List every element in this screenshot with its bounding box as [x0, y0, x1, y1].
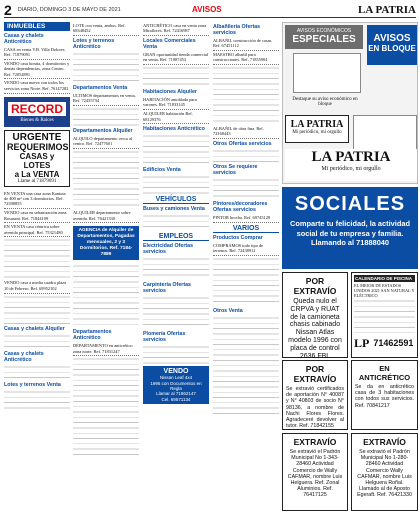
- classified-ad: COMPRAMOS todo tipo de terrenos. Ref. 72438912: [213, 242, 279, 256]
- sociales-body: Comparte tu felicidad, la actividad social de tu empresa y familia. Llamando al 71888040: [290, 219, 410, 247]
- classified-ad: ULTIMOS departamentos en venta. Ref. 72455734: [73, 92, 139, 106]
- notice-body: Se extravió el Padrón Municipal No 1-280-28460 Actividad Comercio Wally CAFMAR, nombre Luis Helguera Roñal. Llamado al de Aposto Egeraft. Ref. 76421330: [357, 449, 412, 499]
- subhead: Departamentos Anticrético: [73, 329, 112, 342]
- calendar-title: CALENDARIO DE PISCINA: [354, 275, 415, 282]
- vendo-line: 1995 con Documentos en Regla: [150, 380, 202, 391]
- classified-ad: ANTICRÉTICO casa en venta zona Miraflores. Ref. 72416987: [143, 22, 209, 36]
- classified-ad: ALQUILO departamento cerca al centro. Ref. 72477601: [73, 135, 139, 149]
- promo-caption: Destaque su aviso económico en bloque: [292, 97, 358, 107]
- block-ads-label: EN BLOQUE: [368, 44, 416, 53]
- record-logo: RECORD: [8, 102, 66, 116]
- notice-body: Se da en anticrético casa de 3 habitaciones con todos sus servicios. Ref. 70841217: [355, 384, 414, 409]
- ad-text-block: [143, 344, 209, 364]
- classified-ad: PINTOR brocha. Ref. 69745128: [213, 214, 279, 223]
- ad-text-block: [73, 149, 139, 209]
- classified-ad: GRAN oportunidad tienda comercial en venta. Ref. 71887453: [143, 51, 209, 65]
- classified-ad: CASA en venta V.B. Villa Dolores Ref. 71879091: [4, 46, 70, 60]
- urgent-line: CASAS y LOTES: [19, 151, 55, 170]
- ad-text-block: [143, 213, 209, 231]
- subhead: Locales Comerciales Venta: [143, 38, 196, 51]
- sample-ad-image: [293, 53, 361, 93]
- ad-text-block: [4, 237, 70, 279]
- classified-ad: MAESTRO albañil para construcciones. Ref. 71835904: [213, 51, 279, 65]
- subhead: Departamentos Alquiler: [73, 128, 133, 135]
- classified-ad: ALQUILER habitación Ref. 68129376: [143, 110, 209, 124]
- sociales-title: SOCIALES: [294, 193, 406, 215]
- record-ad: [4, 97, 70, 127]
- vendo-line: Llamar al 71862147: [156, 391, 196, 397]
- anticretico-notice: [351, 360, 418, 430]
- lp-logo: LP: [354, 336, 370, 350]
- urgent-line: a La VENTA: [14, 169, 60, 179]
- subhead: Casas y chalets Anticrético: [4, 33, 44, 45]
- subhead: Lotes y terrenos Anticrético: [73, 38, 115, 51]
- ad-text-block: [143, 256, 209, 280]
- section-bar: INMUEBLES: [4, 22, 70, 31]
- ad-text-block: [143, 65, 209, 87]
- notice-body: Se extravió el Padrón Municipal No 1-343-28460 Actividad Comercio de Wally CAFMAR, nombre Luis Helguera. Ref. Zonal Aluminios. Ref. 76417125: [287, 449, 343, 499]
- calendar-ad: [351, 272, 418, 358]
- urgent-line: REQUERIMOS: [7, 141, 69, 152]
- ad-text-block: [73, 263, 139, 327]
- ad-text-block: [213, 177, 279, 199]
- brand-logo: LA PATRIA: [358, 3, 416, 16]
- classified-ad: VENDO casa a media cuadra plaza 10 de Febrero. Ref. 69952102: [4, 279, 70, 293]
- notice-title: POR EXTRAVÍO: [293, 276, 337, 296]
- ads-promo-box: [282, 22, 418, 184]
- classified-ad: VENDO casa en urbanización zona Rosasani. Ref. 71844109: [4, 209, 70, 223]
- subhead: Departamentos Venta: [73, 85, 128, 92]
- ad-text-block: [143, 174, 209, 194]
- ad-text-block: [143, 133, 209, 165]
- column-1: [4, 22, 70, 409]
- classified-ad: HABITACIÓN amoblada para varones. Ref. 71833145: [143, 96, 209, 110]
- varios-head: VARIOS: [213, 225, 279, 233]
- subhead: Casas y chalets Anticrético: [4, 350, 44, 363]
- subhead: Habitaciones Alquiler: [143, 89, 197, 96]
- notice-title: EXTRAVÍO: [363, 437, 406, 447]
- classified-ad: ALBAÑIL de obra fina. Ref. 72168443: [213, 125, 279, 139]
- ad-text-block: [213, 315, 279, 415]
- ad-text-block: [4, 333, 70, 349]
- employ-head: EMPLEOS: [143, 233, 209, 241]
- ad-text-block: [73, 106, 139, 126]
- economy-ads-label: AVISOS ECONÓMICOS: [296, 28, 352, 34]
- ad-text-block: [4, 389, 70, 409]
- economy-ads-banner: [285, 25, 363, 49]
- extravio-notice: [282, 433, 348, 511]
- classified-ad: VENDO casa bonita, 4 dormitorios y demás dependencias, zona Centro. Ref. 72054891: [4, 60, 70, 79]
- classified-ad: VENDO casa nueva con todos los servicios zona Norte. Ref. 76147282: [4, 79, 70, 93]
- block-ads-banner: [367, 25, 417, 65]
- classified-ad: ALQUILER departamento sobre avenida. Ref. 76421330: [73, 209, 139, 223]
- subhead: Otros Ofertas servicios: [213, 141, 272, 148]
- patria-slogan: Mi periódico, mi orgullo: [292, 130, 342, 135]
- subhead: Casas y chalets Alquiler: [4, 325, 65, 332]
- notice-body: Se extravió certificados de aportación N° 40087 y N° 40803 de socio N° 98136, a nombre de Nachi Flores Flores. Agradeceré devolver al tutor. Ref. 71842155: [286, 386, 344, 430]
- sociales-banner: [282, 187, 418, 269]
- record-sub: Bienes & Raíces: [20, 117, 54, 123]
- subhead: Albañilería Ofertas servicios: [213, 24, 261, 36]
- subhead: Habitaciones Anticrético: [143, 126, 205, 133]
- urgent-sub: Llame al 71879091: [17, 178, 57, 184]
- call-number: 71462591: [373, 338, 414, 348]
- urgent-line: URGENTE: [12, 131, 62, 143]
- vehicles-head: VEHÍCULOS: [143, 196, 209, 204]
- column-4: [213, 22, 279, 415]
- classified-ad: DEPARTAMENTO en anticrético zona norte. Ref. 71831247: [73, 342, 139, 356]
- ad-text-block: [73, 356, 139, 456]
- ad-text-block: [213, 148, 279, 162]
- section-title: AVISOS: [192, 5, 222, 14]
- subhead: Plomería Ofertas servicios: [143, 331, 186, 344]
- patria-logo-box: [285, 115, 349, 143]
- urgent-ad: [4, 130, 70, 187]
- page-date: DIARIO, DOMINGO 3 DE MAYO DE 2021: [17, 6, 121, 13]
- ad-text-block: [143, 295, 209, 329]
- calendar-text-block: [354, 298, 415, 336]
- subhead: Lotes y terrenos Venta: [4, 381, 61, 388]
- ad-text-block: [213, 65, 279, 125]
- patria-logo-box: [285, 149, 417, 181]
- ad-text-block: [4, 294, 70, 324]
- vendo-box: [143, 366, 209, 403]
- classified-ad: LOTE con venta, ambos. Ref. 68348452: [73, 22, 139, 36]
- column-3: [143, 22, 209, 404]
- patria-logo: LA PATRIA: [311, 149, 391, 165]
- classified-ad: EN VENTA casa céntrica sobre avenida principal. Ref. 75321480: [4, 223, 70, 237]
- classified-ad: ALBAÑIL construcción de casas. Ref. 67451112: [213, 37, 279, 51]
- lost-notice: [282, 272, 348, 358]
- block-ads-label: AVISOS: [373, 33, 411, 44]
- notice-title: EN ANTICRÉTICO: [358, 364, 411, 382]
- ad-text-block: [73, 51, 139, 83]
- patria-slogan: Mi periódico, mi orgullo: [321, 166, 381, 172]
- economy-ads-label: ESPECIALES: [292, 34, 356, 45]
- notice-title: POR EXTRAVÍO: [293, 364, 337, 384]
- subhead: Electricidad Ofertas servicios: [143, 243, 194, 256]
- extravio-notice: [351, 433, 418, 511]
- ad-text-block: [213, 256, 279, 306]
- subhead: Edificios Venta: [143, 167, 181, 174]
- vendo-title: VENDO: [163, 368, 189, 376]
- notice-body: Queda nulo el CRPVA y RUAT de la camioneta chasis cabinado Nissan Atlas modelo 1996 con placa de control 2636 FBL: [288, 298, 342, 360]
- vendo-line: Nissan Leaf 4x4: [159, 375, 193, 381]
- calendar-body: EL MEJOR DE ESTADOS UNIDOS 2021 SAN NATURAL Y ELÉCTRICO: [354, 283, 415, 298]
- ad-text-block: [4, 364, 70, 380]
- page-number: 2: [4, 1, 12, 18]
- subhead: Carpintería Ofertas servicios: [143, 282, 191, 295]
- notice-title: EXTRAVÍO: [293, 437, 337, 447]
- vendo-line: Cel. 69571134: [161, 396, 191, 402]
- patria-logo: LA PATRIA: [290, 119, 344, 130]
- agency-notice: AGENCIA de Alquiler de Departamentos, Pagadas mensuales, 2 y 3 Dormitorios. Ref. 7184-7889: [73, 226, 139, 260]
- subhead: Pintores/decoradores Ofertas servicios: [213, 201, 268, 214]
- page-header: [4, 2, 416, 18]
- subhead: Otros Venta: [213, 308, 243, 315]
- subhead: Buses y camiones Venta: [143, 206, 205, 213]
- classified-ad: EN VENTA una casa zona Kantuta de 400 m² con 3 dormitorios. Ref. 72398855: [4, 190, 70, 209]
- subhead: Productos Comprar: [213, 235, 263, 242]
- lost-notice: [282, 360, 348, 430]
- subhead: Otros Se requiere servicios: [213, 164, 258, 177]
- column-2: [73, 22, 139, 456]
